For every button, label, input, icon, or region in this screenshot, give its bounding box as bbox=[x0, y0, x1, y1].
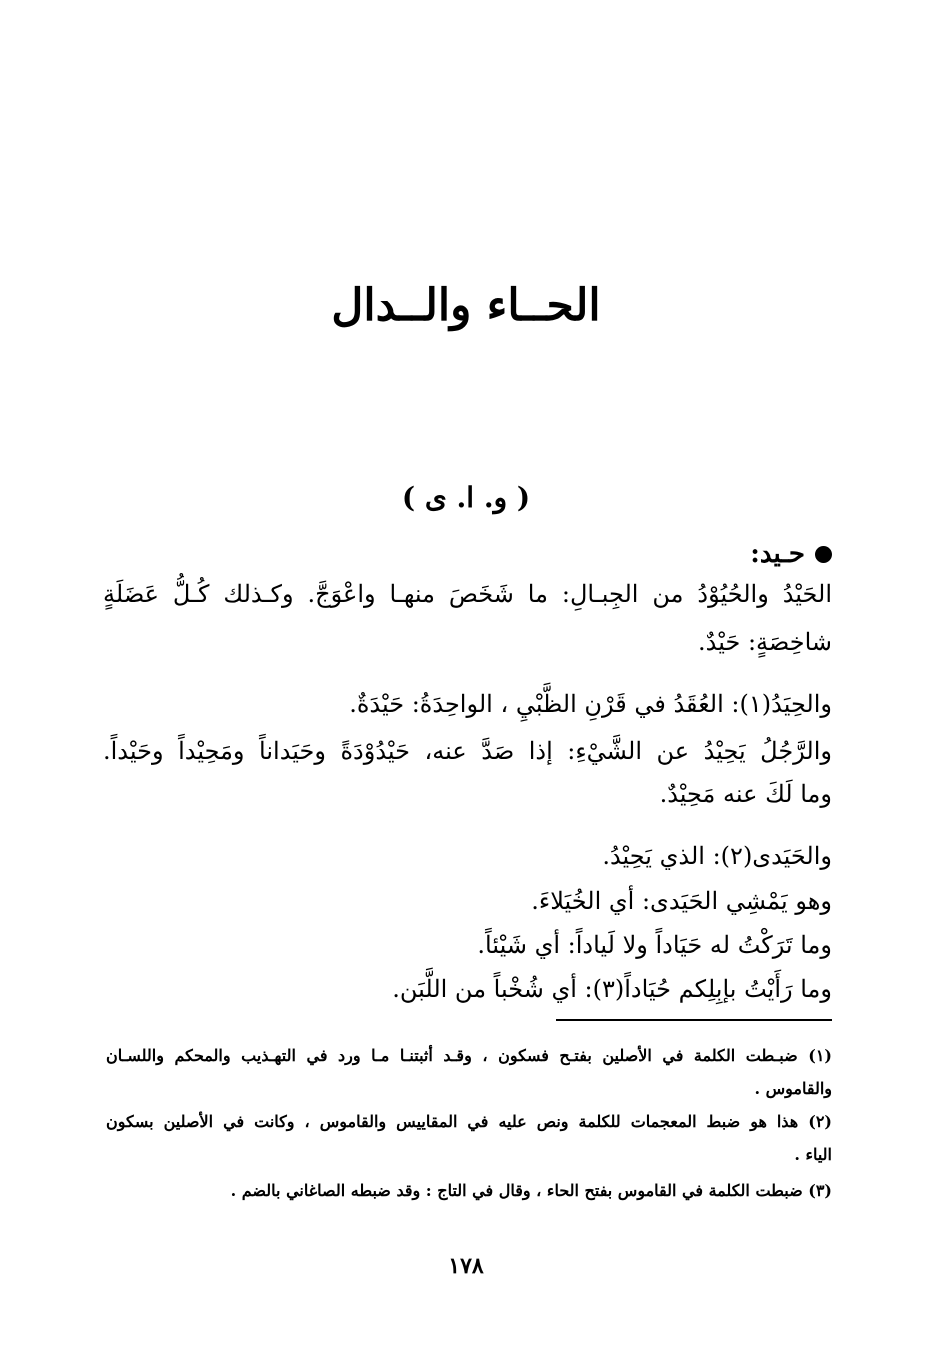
page-number: ١٧٨ bbox=[448, 1253, 484, 1279]
footnote-line: الياء . bbox=[794, 1145, 832, 1164]
footnote-line: (٢) هذا هو ضبط المعجمات للكلمة ونص عليه في المقاييس والقاموس ، وكانت في الأصلين بسكون bbox=[106, 1112, 832, 1131]
entry-line: والحَيَدى(٢): الذي يَحِيْدُ. bbox=[602, 842, 832, 870]
footnote-divider bbox=[556, 1019, 832, 1021]
footnote-line: (١) ضبـطت الكلمة في الأصلين بفتـح فسكون ، وقـد أثبتنـا مـا ورد في التهـذيب والمحكم واللسـان bbox=[106, 1046, 832, 1065]
entry-line: والحِيَدُ(١): العُقَدُ في قَرْنِ الظَّبْيِ ، الواحِدَةُ: حَيْدَةٌ. bbox=[349, 690, 832, 718]
bullet-icon bbox=[815, 546, 832, 563]
entry-line: وما رَأَيْتُ بإبِلِكم حُيَاداً(٣): أي شُخْباً من اللَّبَن. bbox=[392, 975, 832, 1003]
chapter-title: الحــاء والــدال bbox=[331, 280, 601, 331]
entry-line: والرَّجُلُ يَحِيْدُ عن الشَّيْءِ: إذا صَدَّ عنه، حَيْدُوْدَةً وحَيَداناً ومَحِيْداً وحَيْداً. bbox=[103, 737, 832, 765]
section-heading: ( و. ا. ى ) bbox=[401, 481, 531, 514]
footnote-line: (٣) ضبطت الكلمة في القاموس بفتح الحاء ، وقال في التاج : وقد ضبطه الصاغاني بالضم . bbox=[230, 1181, 832, 1200]
entry-head-label: حـيد: bbox=[750, 539, 805, 569]
footnote-line: والقاموس . bbox=[754, 1079, 832, 1098]
entry-line: الحَيْدُ والحُيُوْدُ من الجِبـالِ: ما شَخَصَ منهـا واعْوَجَّ. وكـذلك كُـلُّ عَضَلَةٍ bbox=[103, 580, 832, 608]
entry-line: وما لَكَ عنه مَحِيْدٌ. bbox=[659, 780, 832, 808]
entry-line: شاخِصَةٍ: حَيْدٌ. bbox=[698, 628, 832, 656]
entry-head bbox=[750, 536, 832, 572]
entry-line: وهو يَمْشِي الحَيَدى: أي الخُيَلاءَ. bbox=[531, 887, 832, 915]
entry-line: وما تَرَكْتُ له حَيَاداً ولا لَياداً: أي شَيْئاً. bbox=[477, 931, 832, 959]
